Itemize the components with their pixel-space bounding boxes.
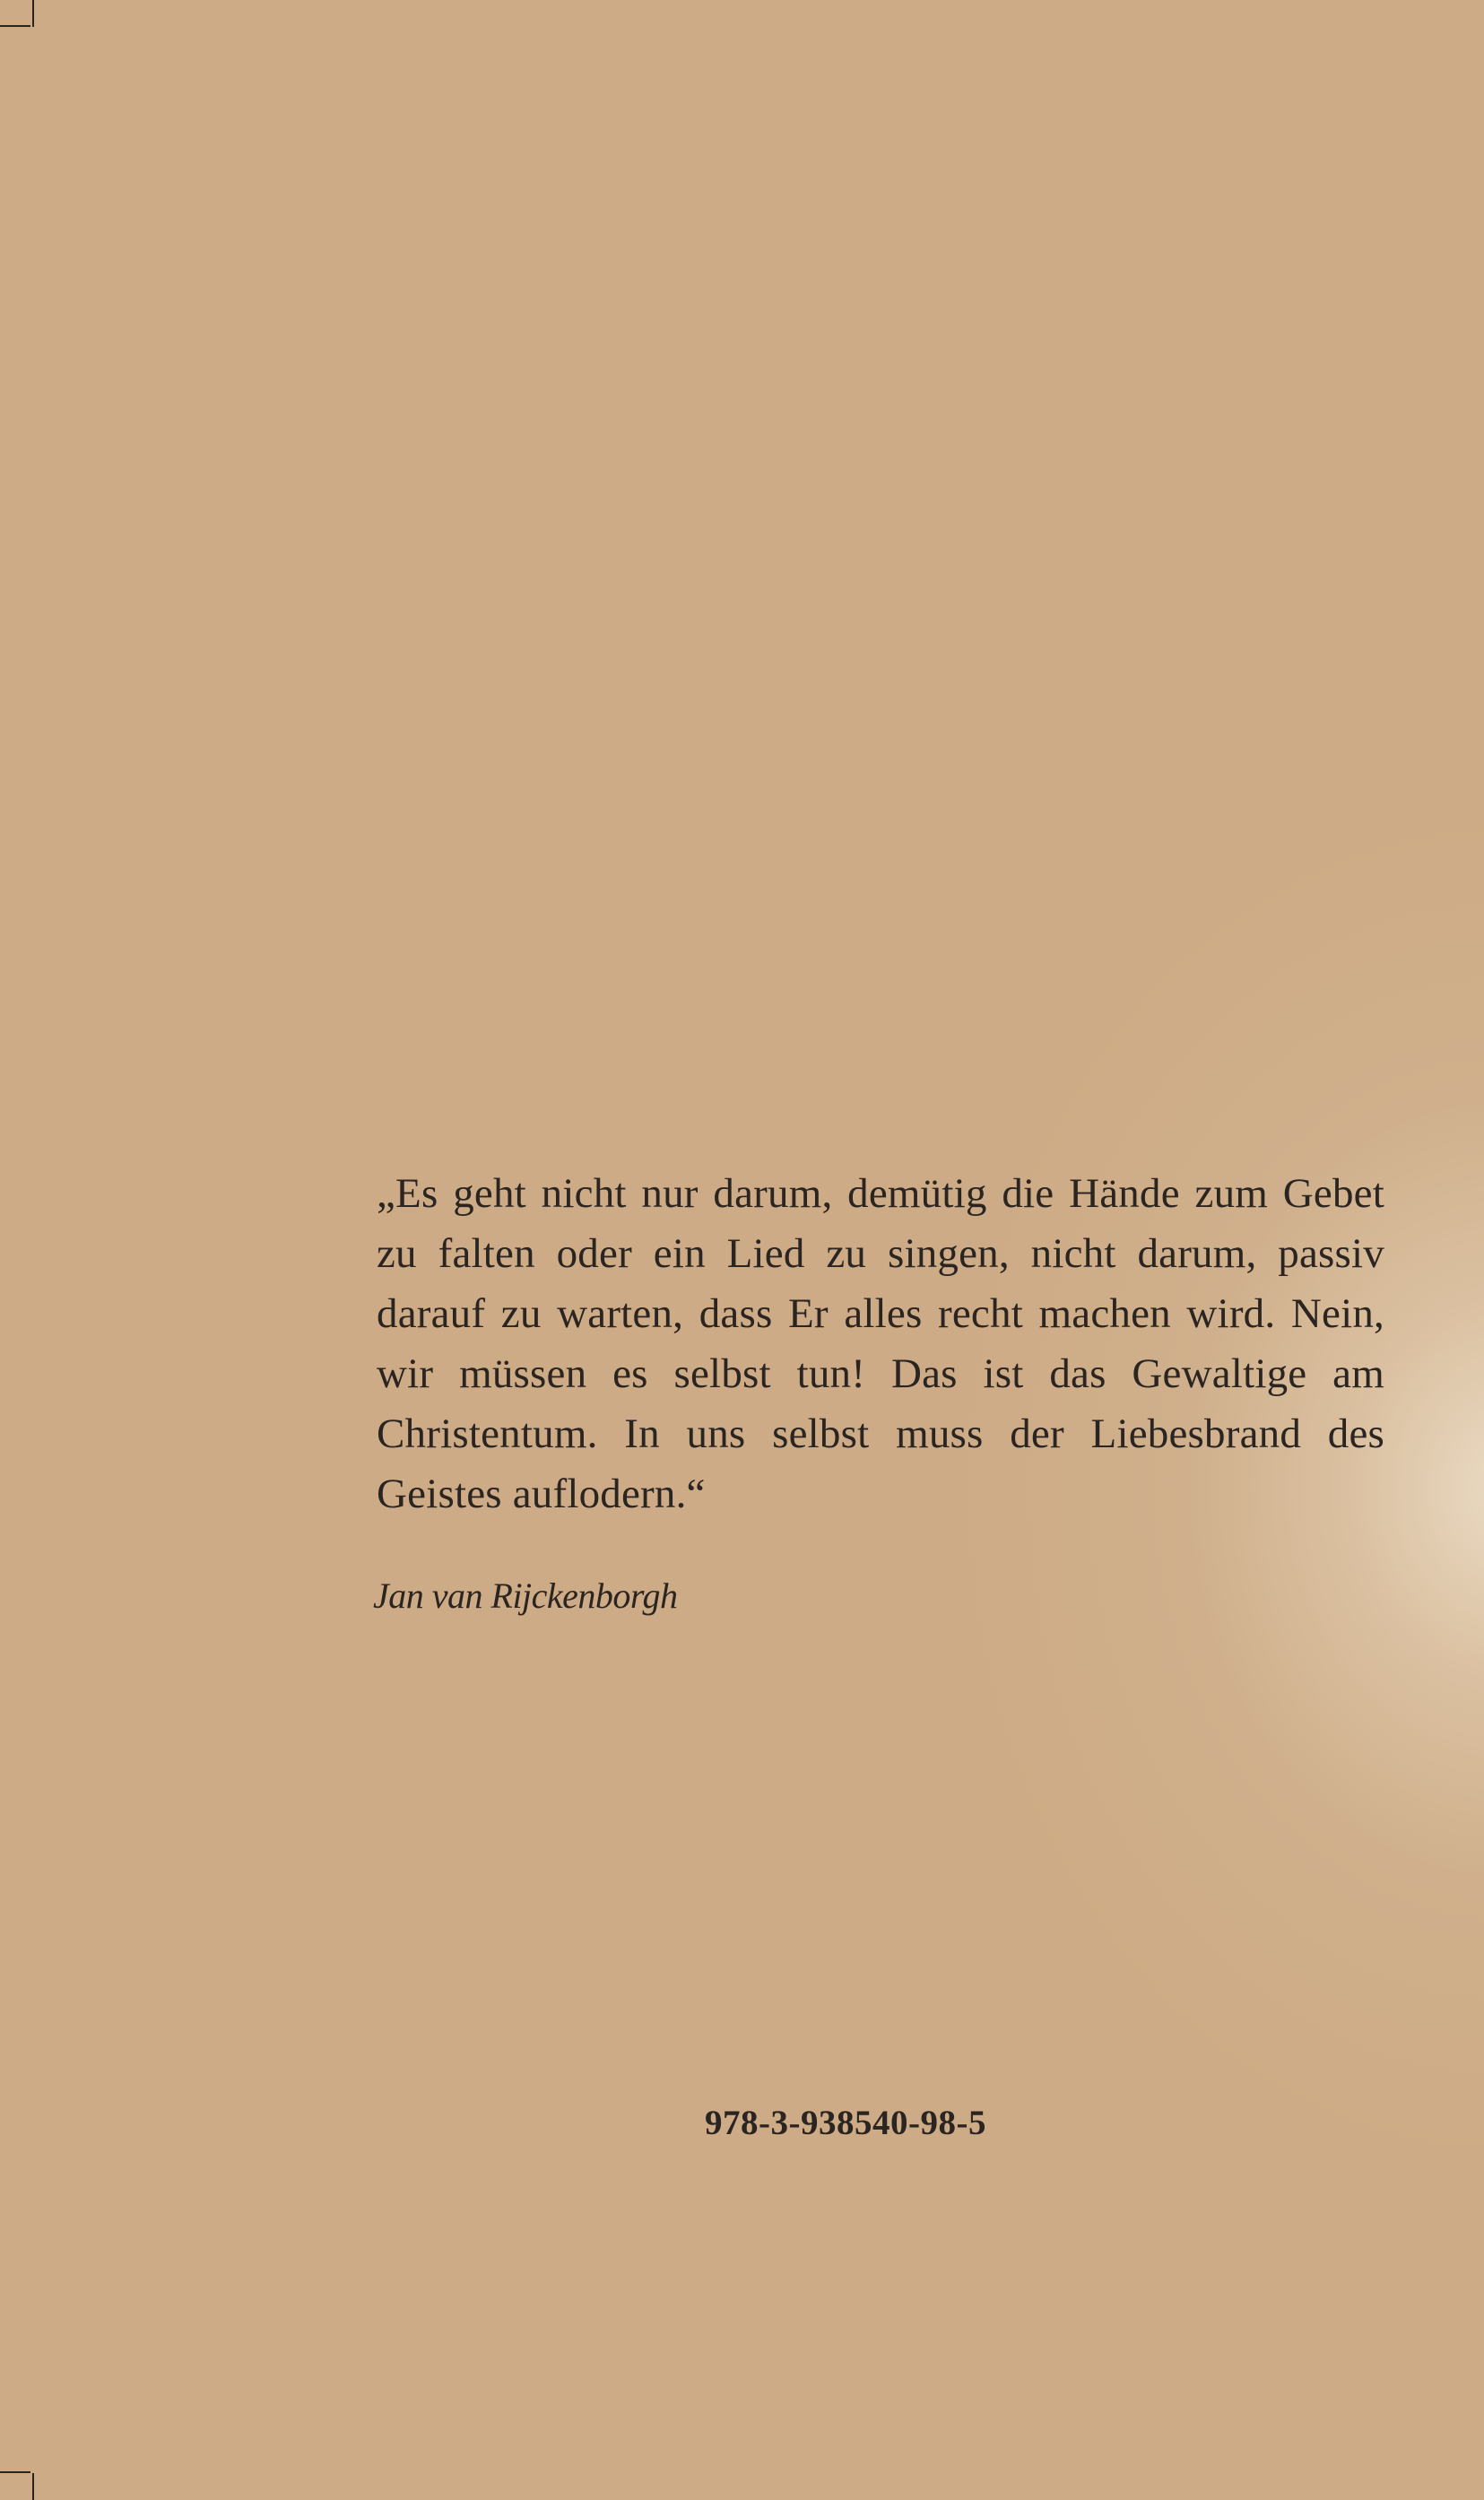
crop-mark-bottom-left (32, 2473, 34, 2500)
isbn-number: 978-3-938540-98-5 (705, 2104, 986, 2142)
quote-text: „Es geht nicht nur darum, demütig die Hände zum Gebet zu falten oder ein Lied zu singen, nicht darum, passiv darauf zu warten, dass Er alles recht machen wird. Nein, wir müssen es selbst tun! Das ist das Gewaltige am Christentum. In uns selbst muss der Liebesbrand des Geistes auflodern.“ (377, 1170, 1384, 1517)
crop-mark-top-left (32, 0, 34, 27)
quote-author: Jan van Rijckenborgh (373, 1576, 678, 1616)
crop-mark-top-left-horizontal (0, 25, 30, 27)
crop-mark-bottom-left-horizontal (0, 2471, 30, 2473)
